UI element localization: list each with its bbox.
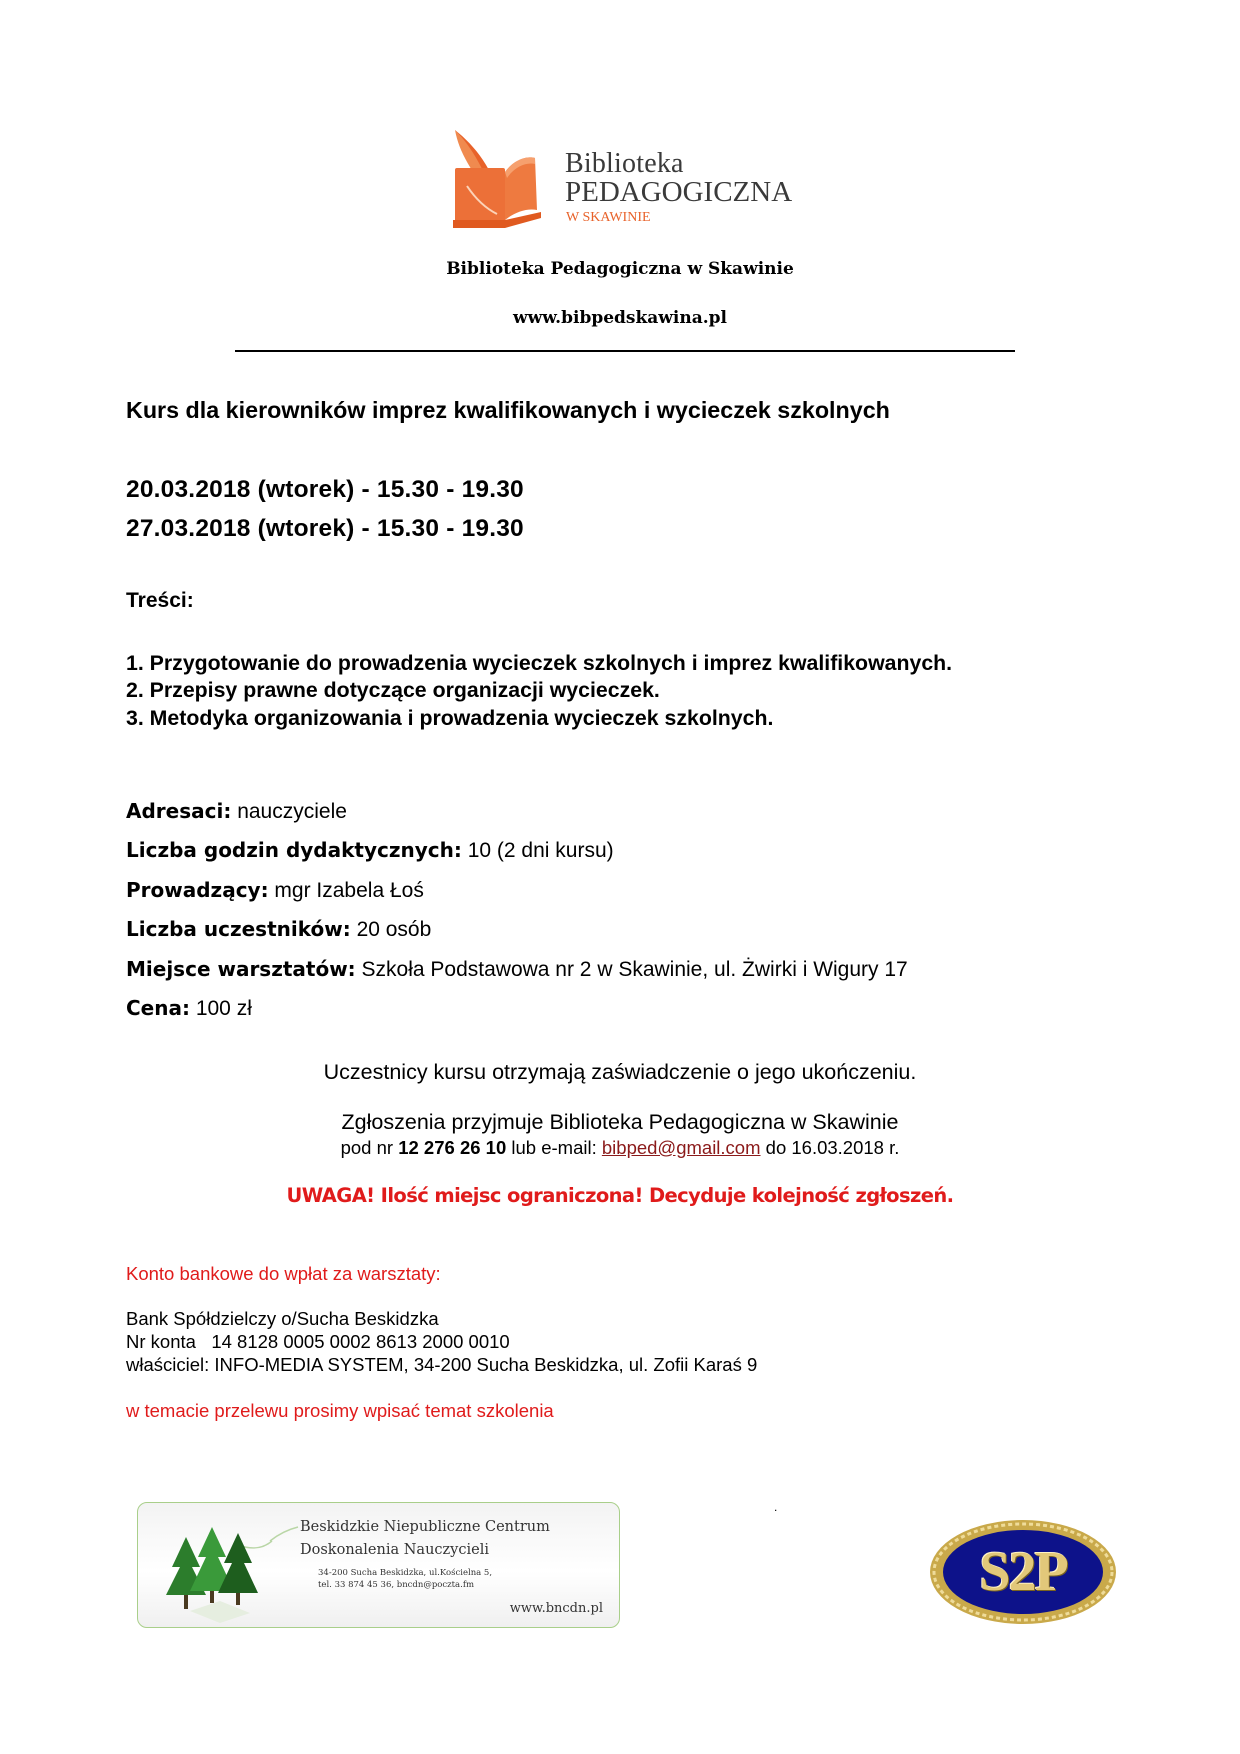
course-date-1: 20.03.2018 (wtorek) - 15.30 - 19.30 bbox=[126, 476, 524, 503]
org-website: www.bibpedskawina.pl bbox=[512, 308, 728, 328]
detail-value: nauczyciele bbox=[237, 800, 347, 823]
bank-name: Bank Spółdzielczy o/Sucha Beskidzka bbox=[126, 1308, 439, 1329]
bank-heading: Konto bankowe do wpłat za warsztaty: bbox=[126, 1263, 441, 1284]
logo-text-w-skawinie: W SKAWINIE bbox=[566, 210, 651, 225]
logo-text-biblioteka: Biblioteka bbox=[565, 148, 684, 179]
bank-account bbox=[126, 1331, 510, 1353]
registration-line: Zgłoszenia przyjmuje Biblioteka Pedagogiczna w Skawinie bbox=[341, 1110, 899, 1134]
book-quill-icon bbox=[445, 128, 555, 232]
library-logo bbox=[445, 128, 807, 232]
bncdn-website: www.bncdn.pl bbox=[509, 1601, 603, 1616]
pine-trees-icon bbox=[160, 1523, 300, 1623]
detail-location bbox=[126, 957, 908, 982]
logo-text-pedagogiczna: PEDAGOGICZNA bbox=[565, 176, 793, 208]
detail-label: Liczba godzin dydaktycznych: bbox=[126, 838, 462, 862]
detail-participants bbox=[126, 917, 431, 942]
detail-label: Miejsce warsztatów: bbox=[126, 957, 356, 981]
detail-value: mgr Izabela Łoś bbox=[274, 879, 424, 902]
detail-label: Adresaci: bbox=[126, 799, 232, 823]
detail-label: Prowadzący: bbox=[126, 878, 269, 902]
org-name: Biblioteka Pedagogiczna w Skawinie bbox=[446, 259, 794, 279]
transfer-note: w temacie przelewu prosimy wpisać temat szkolenia bbox=[126, 1400, 554, 1421]
contents-item-3: 3. Metodyka organizowania i prowadzenia wycieczek szkolnych. bbox=[126, 706, 774, 730]
registration-prefix: pod nr bbox=[340, 1137, 394, 1158]
registration-contact bbox=[0, 1137, 1240, 1159]
email-prefix: lub e-mail: bbox=[511, 1137, 597, 1158]
certificate-note: Uczestnicy kursu otrzymają zaświadczenie o jego ukończeniu. bbox=[323, 1060, 917, 1084]
course-date-2: 27.03.2018 (wtorek) - 15.30 - 19.30 bbox=[126, 515, 524, 542]
bank-owner: właściciel: INFO-MEDIA SYSTEM, 34-200 Sucha Beskidzka, ul. Zofii Karaś 9 bbox=[126, 1354, 758, 1375]
bncdn-address: 34-200 Sucha Beskidzka, ul.Kościelna 5, bbox=[318, 1568, 493, 1578]
registration-deadline: do 16.03.2018 r. bbox=[765, 1137, 900, 1158]
warning-notice: UWAGA! Ilość miejsc ograniczona! Decyduje kolejność zgłoszeń. bbox=[286, 1184, 954, 1207]
s2p-text: S2P bbox=[979, 1541, 1067, 1603]
detail-hours bbox=[126, 838, 614, 863]
detail-audience bbox=[126, 799, 347, 824]
email-link[interactable]: bibped@gmail.com bbox=[601, 1137, 761, 1158]
bncdn-name-line2: Doskonalenia Nauczycieli bbox=[300, 1542, 489, 1558]
detail-value: 20 osób bbox=[356, 918, 432, 941]
detail-label: Liczba uczestników: bbox=[126, 917, 351, 941]
contents-label: Treści: bbox=[126, 589, 194, 612]
detail-value: 10 (2 dni kursu) bbox=[467, 839, 614, 862]
course-title: Kurs dla kierowników imprez kwalifikowanych i wycieczek szkolnych bbox=[126, 397, 890, 423]
detail-label: Cena: bbox=[126, 996, 190, 1020]
detail-value: Szkoła Podstawowa nr 2 w Skawinie, ul. Żwirki i Wigury 17 bbox=[361, 958, 908, 981]
bncdn-contact: tel. 33 874 45 36, bncdn@poczta.fm bbox=[318, 1580, 475, 1590]
contents-item-1: 1. Przygotowanie do prowadzenia wycieczek szkolnych i imprez kwalifikowanych. bbox=[126, 651, 953, 675]
account-number: 14 8128 0005 0002 8613 2000 0010 bbox=[211, 1331, 510, 1352]
bncdn-name-line1: Beskidzkie Niepubliczne Centrum bbox=[300, 1519, 550, 1535]
bncdn-banner bbox=[137, 1502, 620, 1628]
stray-dot: . bbox=[774, 1500, 778, 1514]
phone-number: 12 276 26 10 bbox=[398, 1137, 507, 1158]
header-divider bbox=[235, 350, 1015, 352]
contents-item-2: 2. Przepisy prawne dotyczące organizacji wycieczek. bbox=[126, 678, 660, 702]
detail-value: 100 zł bbox=[195, 997, 252, 1020]
detail-instructor bbox=[126, 878, 424, 903]
account-label: Nr konta bbox=[126, 1331, 196, 1352]
detail-price bbox=[126, 996, 252, 1021]
s2p-logo bbox=[928, 1518, 1118, 1626]
